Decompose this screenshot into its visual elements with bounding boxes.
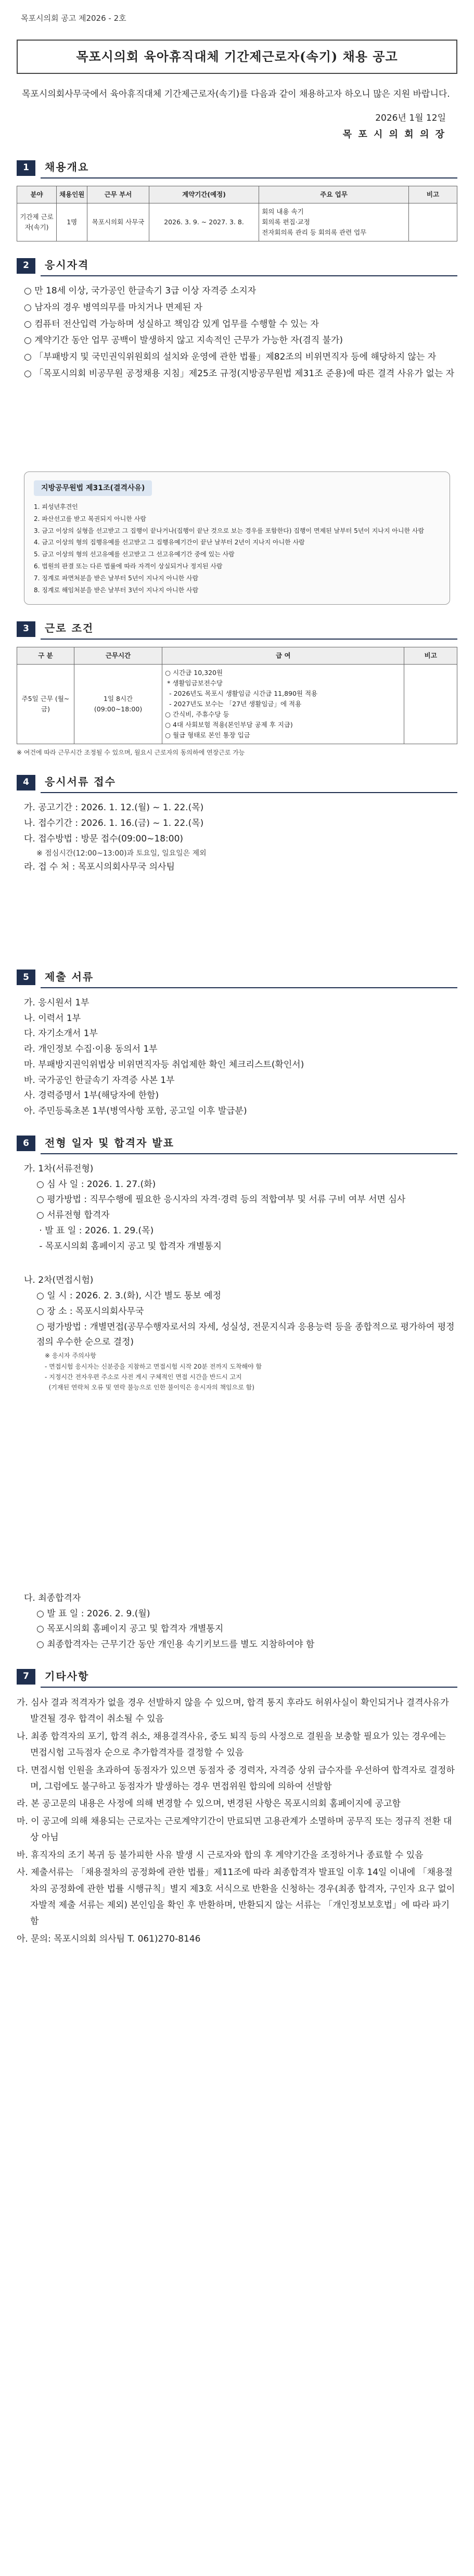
item-prefix: 가. bbox=[24, 802, 35, 813]
list-item: ○ 장 소 : 목포시의회사무국 bbox=[36, 1306, 144, 1317]
section-label: 기타사항 bbox=[41, 1666, 457, 1688]
list-item: 라. 본 공고문의 내용은 사정에 의해 변경할 수 있으며, 변경된 사항은 목포시의회 홈페이지에 공고함 bbox=[17, 1799, 401, 1809]
table-header: 근무 부서 bbox=[87, 186, 149, 203]
section-3-header bbox=[17, 618, 457, 640]
disqualification-title: 지방공무원법 제31조(결격사유) bbox=[34, 480, 152, 496]
note-item: ※ 응시자 주의사항 bbox=[45, 1352, 96, 1360]
pay-line: * 생활임금보전수당 bbox=[165, 679, 223, 687]
list-item: - 목포시의회 홈페이지 공고 및 합격자 개별통지 bbox=[36, 1241, 222, 1252]
section-number: 7 bbox=[17, 1669, 35, 1685]
list-item: 6. 법원의 판결 또는 다른 법률에 따라 자격이 상실되거나 정지된 사람 bbox=[34, 563, 223, 570]
list-item: 바. 국가공인 한글속기 자격증 사본 1부 bbox=[24, 1075, 175, 1086]
list-item: 나. 이력서 1부 bbox=[24, 1013, 81, 1024]
misc-list bbox=[17, 1695, 457, 1948]
section-label: 채용개요 bbox=[41, 157, 457, 178]
disqualification-list bbox=[34, 501, 440, 596]
pay-line: ○ 간식비, 주휴수당 등 bbox=[165, 710, 229, 719]
list-item: 다. 면접시험 인원을 초과하여 동점자가 있으면 동점자 중 경력자, 자격증 상위 급수자를 우선하여 합격자로 결정하며, 그럼에도 불구하고 동점자가 발생하는 경우 면접위원 합의에 의하여 선발함 bbox=[17, 1765, 455, 1792]
table-cell bbox=[162, 665, 404, 744]
section-label: 근로 조건 bbox=[41, 618, 457, 640]
table-row bbox=[17, 665, 457, 744]
notice-date: 2026년 1월 12일 bbox=[375, 112, 446, 123]
table-header: 근무시간 bbox=[74, 647, 162, 665]
table-header-row bbox=[17, 186, 457, 203]
list-item: ○ 서류전형 합격자 bbox=[36, 1210, 110, 1221]
list-item: 8. 징계로 해임처분을 받은 날부터 3년이 지나지 아니한 사람 bbox=[34, 586, 199, 594]
table-cell: 2026. 3. 9. ~ 2027. 3. 8. bbox=[149, 203, 259, 241]
overview-table bbox=[17, 186, 457, 241]
section-label: 응시자격 bbox=[41, 255, 457, 276]
list-item: 2. 파산선고를 받고 복권되지 아니한 사람 bbox=[34, 515, 146, 522]
application-list bbox=[17, 800, 457, 875]
table-cell: 1명 bbox=[57, 203, 87, 241]
item-prefix: 다. bbox=[24, 833, 35, 844]
list-item: ○ 발 표 일 : 2026. 2. 9.(월) bbox=[36, 1608, 150, 1619]
item-text: 접수방법 : 방문 접수(09:00~18:00) bbox=[38, 833, 184, 844]
subsection-title: 나. 2차(면접시험) bbox=[24, 1275, 94, 1286]
notice-number: 목포시의회 공고 제2026 - 2호 bbox=[21, 14, 126, 23]
section-number: 4 bbox=[17, 775, 35, 790]
notice-org: 목 포 시 의 회 의 장 bbox=[342, 129, 446, 140]
list-item bbox=[24, 847, 457, 860]
list-item: ○ 「목포시의회 비공무원 공정채용 지침」제25조 규정(지방공무원법 제31조 준용)에 따른 결격 사유가 없는 자 bbox=[24, 366, 457, 382]
list-item: 4. 금고 이상의 형의 집행유예를 선고받고 그 집행유예기간이 끝난 날부터 2년이 지나지 아니한 사람 bbox=[34, 539, 305, 546]
section-1-header bbox=[17, 157, 457, 178]
conditions-table bbox=[17, 647, 457, 744]
list-item: 7. 징계로 파면처분을 받은 날부터 5년이 지나지 아니한 사람 bbox=[34, 574, 199, 582]
list-item: · 발 표 일 : 2026. 1. 29.(목) bbox=[36, 1225, 154, 1236]
section-label: 전형 일자 및 합격자 발표 bbox=[41, 1133, 457, 1154]
table-header: 비고 bbox=[408, 186, 457, 203]
list-item: ○ 최종합격자는 근무기간 동안 개인용 속기키보드를 별도 지참하여야 함 bbox=[36, 1639, 315, 1650]
section-number: 6 bbox=[17, 1136, 35, 1151]
list-item: 마. 부패방지권익위법상 비위면직자등 취업제한 확인 체크리스트(확인서) bbox=[24, 1059, 304, 1070]
item-prefix: 나. bbox=[24, 818, 35, 829]
documents-list bbox=[17, 996, 457, 1119]
subsection-title: 가. 1차(서류전형) bbox=[24, 1163, 94, 1174]
item-prefix: 라. bbox=[24, 862, 35, 873]
list-item bbox=[24, 832, 457, 847]
list-item: 나. 최종 합격자의 포기, 합격 취소, 채용결격사유, 중도 퇴직 등의 사정으로 결원을 보충할 필요가 있는 경우에는 면접시험 고득점자 순으로 추가합격자를 결정할 수 있음 bbox=[17, 1731, 446, 1758]
list-item: 라. 개인정보 수집·이용 동의서 1부 bbox=[24, 1044, 158, 1055]
section-number: 2 bbox=[17, 258, 35, 274]
pay-line: ○ 4대 사회보험 적용(본인부담 공제 후 지급) bbox=[165, 721, 293, 729]
selection-block bbox=[17, 1162, 457, 1653]
table-header: 분야 bbox=[17, 186, 57, 203]
list-item: ○ 「부패방지 및 국민권익위원회의 설치와 운영에 관한 법률」제82조의 비위면직자 등에 해당하지 않는 자 bbox=[24, 350, 457, 365]
list-item: 마. 이 공고에 의해 채용되는 근로자는 근로계약기간이 만료되면 고용관계가 소멸하며 공무직 또는 정규직 전환 대상 아님 bbox=[17, 1816, 452, 1843]
pay-line: - 2027년도 보수는 「27년 생활임금」에 적용 bbox=[165, 700, 302, 708]
list-item: ○ 계약기간 동안 업무 공백이 발생하지 않고 지속적인 근무가 가능한 자(겸직 불가) bbox=[24, 333, 457, 349]
intro-text: 목포시의회사무국에서 육아휴직대체 기간제근로자(속기)를 다음과 같이 채용하고자 하오니 많은 지원 바랍니다. bbox=[22, 89, 450, 100]
section-number: 5 bbox=[17, 970, 35, 985]
list-item: ○ 심 사 일 : 2026. 1. 27.(화) bbox=[36, 1179, 156, 1190]
table-cell: 주5일 근무 (월~금) bbox=[17, 665, 74, 744]
list-item: ○ 일 시 : 2026. 2. 3.(화), 시간 별도 통보 예정 bbox=[36, 1291, 222, 1302]
section-label: 응시서류 접수 bbox=[41, 772, 457, 793]
table-cell: 목포시의회 사무국 bbox=[87, 203, 149, 241]
list-item: ○ 만 18세 이상, 국가공인 한글속기 3급 이상 자격증 소지자 bbox=[24, 284, 457, 299]
note-item: - 지정시간 전자우편 주소로 사전 게시 구체적인 면접 시간을 반드시 고지 bbox=[45, 1373, 242, 1381]
table-header: 구 분 bbox=[17, 647, 74, 665]
notice-title: 목포시의회 육아휴직대체 기간제근로자(속기) 채용 공고 bbox=[17, 40, 457, 74]
list-item: ○ 평가방법 : 개별면접(공무수행자로서의 자세, 성실성, 전문지식과 응용능력 등을 종합적으로 평가하여 평정점의 우수한 순으로 결정) bbox=[36, 1321, 455, 1348]
table-row bbox=[17, 203, 457, 241]
list-item: 5. 금고 이상의 형의 선고유예를 선고받고 그 선고유예기간 중에 있는 사람 bbox=[34, 551, 235, 558]
list-item: 1. 피성년후견인 bbox=[34, 503, 78, 511]
note-item: - 면접시험 응시자는 신분증을 지참하고 면접시험 시작 20분 전까지 도착해야 함 bbox=[45, 1362, 262, 1370]
list-item: 가. 응시원서 1부 bbox=[24, 997, 89, 1008]
list-item: 아. 주민등록초본 1부(병역사항 포함, 공고일 이후 발급분) bbox=[24, 1106, 247, 1117]
list-item: ○ 목포시의회 홈페이지 공고 및 합격자 개별통지 bbox=[36, 1624, 224, 1635]
list-item: ○ 남자의 경우 병역의무를 마치거나 면제된 자 bbox=[24, 300, 457, 316]
note-item: (기재된 연락처 오류 및 연락 불능으로 인한 불이익은 응시자의 책임으로 함) bbox=[45, 1384, 254, 1392]
qualification-list bbox=[17, 284, 457, 382]
list-item: ○ 컴퓨터 전산입력 가능하며 성실하고 책임감 있게 업무를 수행할 수 있는 자 bbox=[24, 317, 457, 333]
section-2-header bbox=[17, 255, 457, 276]
list-item: 사. 경력증명서 1부(해당자에 한함) bbox=[24, 1090, 159, 1101]
list-item bbox=[24, 816, 457, 832]
applicant-notes bbox=[24, 1350, 457, 1393]
list-item: 3. 금고 이상의 실형을 선고받고 그 집행이 끝나거나(집행이 끝난 것으로 보는 경우를 포함한다) 집행이 면제된 날부터 5년이 지나지 아니한 사람 bbox=[34, 527, 425, 534]
section-label: 제출 서류 bbox=[41, 967, 457, 988]
section-6-header bbox=[17, 1133, 457, 1154]
section-number: 3 bbox=[17, 621, 35, 637]
subsection-title: 다. 최종합격자 bbox=[24, 1592, 81, 1603]
section-number: 1 bbox=[17, 160, 35, 176]
disqualification-box bbox=[24, 471, 450, 605]
pay-line: ○ 시간급 10,320원 bbox=[165, 669, 223, 677]
table-cell: 1일 8시간 (09:00~18:00) bbox=[74, 665, 162, 744]
list-item: 바. 휴직자의 조기 복귀 등 불가피한 사유 발생 시 근로자와 합의 후 계약기간을 조정하거나 종료할 수 있음 bbox=[17, 1850, 424, 1860]
list-item: 다. 자기소개서 1부 bbox=[24, 1028, 98, 1039]
list-item bbox=[24, 800, 457, 816]
list-item: 사. 제출서류는 「채용절차의 공정화에 관한 법률」제11조에 따라 최종합격자 발표일 이후 14일 이내에 「채용절차의 공정화에 관한 법률 시행규칙」별지 제3호 서식으로 반환을 신청하는 경우(최종 합격자, 구인자 요구 없이 자발적 제출 서류는 제외) 본인임을 확인 후 반환하며, 반환되지 않는 서류는 「개인정보보호법」에 따라 파기함 bbox=[17, 1867, 455, 1927]
table-cell bbox=[408, 203, 457, 241]
conditions-footnote: ※ 여건에 따라 근무시간 조정될 수 있으며, 월요시 근로자의 동의하에 연장근로 가능 bbox=[17, 749, 245, 757]
table-header: 채용인원 bbox=[57, 186, 87, 203]
list-item bbox=[24, 860, 457, 875]
list-item: ○ 평가방법 : 직무수행에 필요한 응시자의 자격·경력 등의 적합여부 및 서류 구비 여부 서면 심사 bbox=[36, 1194, 406, 1205]
table-header: 비고 bbox=[404, 647, 457, 665]
section-7-header bbox=[17, 1666, 457, 1688]
list-item: 가. 심사 결과 적격자가 없을 경우 선발하지 않을 수 있으며, 합격 통지 후라도 허위사실이 확인되거나 결격사유가 발견될 경우 합격이 취소될 수 있음 bbox=[17, 1697, 449, 1725]
item-text: ※ 점심시간(12:00~13:00)과 토요일, 일요일은 제외 bbox=[36, 849, 207, 858]
table-header: 급 여 bbox=[162, 647, 404, 665]
item-text: 접수기간 : 2026. 1. 16.(금) ~ 1. 22.(목) bbox=[38, 818, 204, 829]
pay-line: - 2026년도 목포시 생활임금 시간급 11,890원 적용 bbox=[165, 690, 318, 698]
table-cell: 기간제 근로자(속기) bbox=[17, 203, 57, 241]
table-header: 계약기간(예정) bbox=[149, 186, 259, 203]
item-text: 공고기간 : 2026. 1. 12.(월) ~ 1. 22.(목) bbox=[38, 802, 204, 813]
section-4-header bbox=[17, 772, 457, 793]
table-header: 주요 업무 bbox=[259, 186, 409, 203]
pay-line: ○ 월급 형태로 본인 통장 입금 bbox=[165, 731, 250, 739]
table-cell bbox=[404, 665, 457, 744]
list-item: 아. 문의: 목포시의회 의사팀 T. 061)270-8146 bbox=[17, 1933, 201, 1944]
item-text: 접 수 처 : 목포시의회사무국 의사팀 bbox=[38, 862, 175, 873]
table-cell: 회의 내용 속기 회의록 편집·교정 전자회의록 관리 등 회의록 관련 업무 bbox=[259, 203, 409, 241]
section-5-header bbox=[17, 967, 457, 988]
table-header-row bbox=[17, 647, 457, 665]
